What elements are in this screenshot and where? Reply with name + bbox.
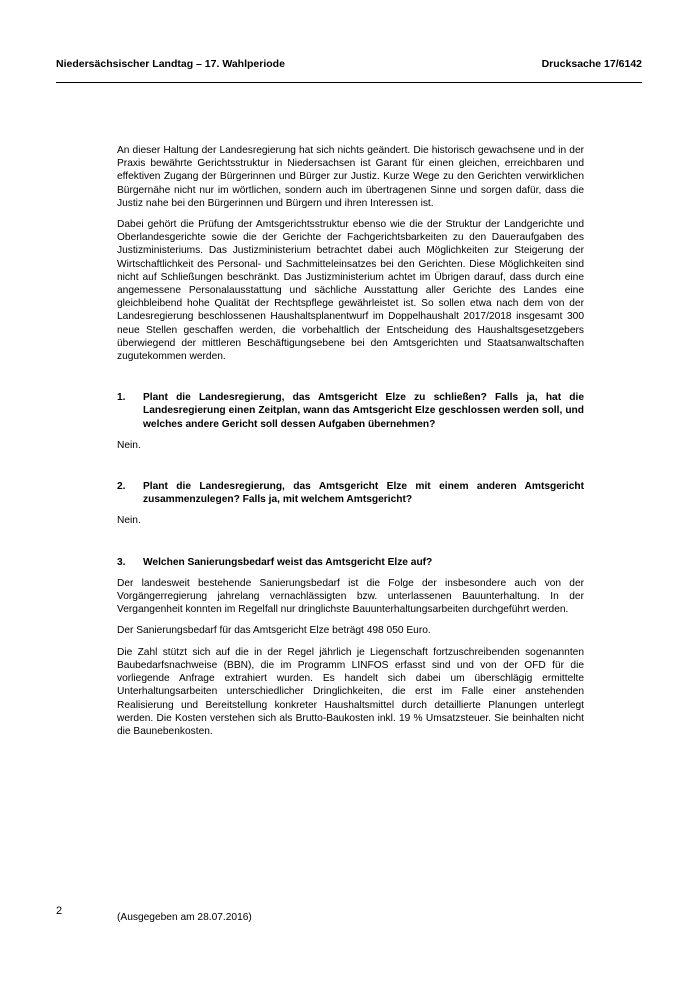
question-text: Plant die Landesregierung, das Amtsgericht Elze zu schließen? Falls ja, hat die Landesregierung einen Zeitplan, wann das Amtsgericht Elze geschlossen werden soll, und welches andere Gericht soll dessen Aufgaben übernehmen? (143, 392, 584, 430)
answer-paragraph: Der landesweit bestehende Sanierungsbedarf ist die Folge der insbesondere auch von der Vorgängerregierung jahrelang vernachlässigten bzw. unterlassenen Bauunterhaltung. In der Vergangenheit konnten im Regelfall nur dringlichste Bauunterhaltungsarbeiten durchgeführt werden. (117, 577, 584, 616)
page-number: 2 (56, 905, 63, 917)
question-3 (117, 556, 584, 569)
answer-paragraph: Nein. (117, 515, 141, 527)
question-1 (117, 391, 584, 431)
header-parliament-title: Niedersächsischer Landtag – 17. Wahlperiode (56, 58, 285, 70)
question-number: 2. (117, 481, 126, 493)
issued-date: (Ausgegeben am 28.07.2016) (117, 912, 252, 923)
answer-paragraph: Die Zahl stützt sich auf die in der Regel jährlich je Liegenschaft fortzuschreibenden sogenannten Baubedarfsnachweise (BBN), die im Programm LINFOS erfasst sind und von der OFD für die vorliegende Anfrage extrahiert wurden. Es handelt sich dabei um überschlägig ermittelte Unterhaltungsarbeiten unterschiedlicher Dringlichkeiten, die erst im Falle einer anstehenden Realisierung und Bereitstellung konkreter Haushaltsmittel durch detaillierte Planungen unterlegt werden. Die Kosten verstehen sich als Brutto-Baukosten inkl. 19 % Umsatzsteuer. Sie beinhalten nicht die Baunebenkosten. (117, 646, 584, 737)
answer-paragraph: Der Sanierungsbedarf für das Amtsgericht Elze beträgt 498 050 Euro. (117, 625, 431, 637)
question-2 (117, 480, 584, 506)
question-text: Welchen Sanierungsbedarf weist das Amtsgericht Elze auf? (143, 556, 433, 568)
question-number: 1. (117, 392, 126, 404)
header-rule (56, 82, 642, 83)
page-header (56, 58, 642, 70)
answer-paragraph: Nein. (117, 439, 141, 451)
header-document-number: Drucksache 17/6142 (541, 58, 642, 70)
document-body (117, 144, 584, 746)
question-text: Plant die Landesregierung, das Amtsgericht Elze mit einem anderen Amtsgericht zusammenzulegen? Falls ja, mit welchem Amtsgericht? (143, 481, 584, 506)
intro-paragraph: An dieser Haltung der Landesregierung hat sich nichts geändert. Die historisch gewachsene und in der Praxis bewährte Gerichtsstruktur in Niedersachsen ist Garant für einen gleichen, erreichbaren und effektiven Zugang der Bürgerinnen und Bürger zur Justiz. Kurze Wege zu den Gerichten verwirklichen Bürgernähe nicht nur im wörtlichen, sondern auch im übertragenen Sinne und sorgen dafür, dass die Justiz nahe bei den Bürgerinnen und Bürgern und ihren Interessen ist. (117, 145, 584, 209)
question-number: 3. (117, 556, 126, 568)
intro-paragraph: Dabei gehört die Prüfung der Amtsgerichtsstruktur ebenso wie die der Struktur der Landgerichte und Oberlandesgerichte sowie die der Gerichte der Fachgerichtsbarkeiten zu den Daueraufgaben des Justizministeriums. Das Justizministerium betrachtet dabei auch Möglichkeiten zur Steigerung der Wirtschaftlichkeit des Personal- und Sachmitteleinsatzes bei den Gerichten. Diese Möglichkeiten sind nicht auf Schließungen beschränkt. Das Justizministerium achtet im Übrigen darauf, dass durch eine angemessene Personalausstattung und sächliche Ausstattung aller Gerichte des Landes eine gleichbleibend hohe Qualität der Rechtspflege gewährleistet ist. So sollen etwa nach dem von der Landesregierung beschlossenen Haushaltsplanentwurf im Doppelhaushalt 2017/2018 insgesamt 300 neue Stellen geschaffen werden, die vorbehaltlich der Entscheidung des Haushaltsgesetzgebers überwiegend der mittleren Beschäftigungsebene bei den Amtsgerichten und Staatsanwaltschaften zugutekommen werden. (117, 219, 584, 363)
